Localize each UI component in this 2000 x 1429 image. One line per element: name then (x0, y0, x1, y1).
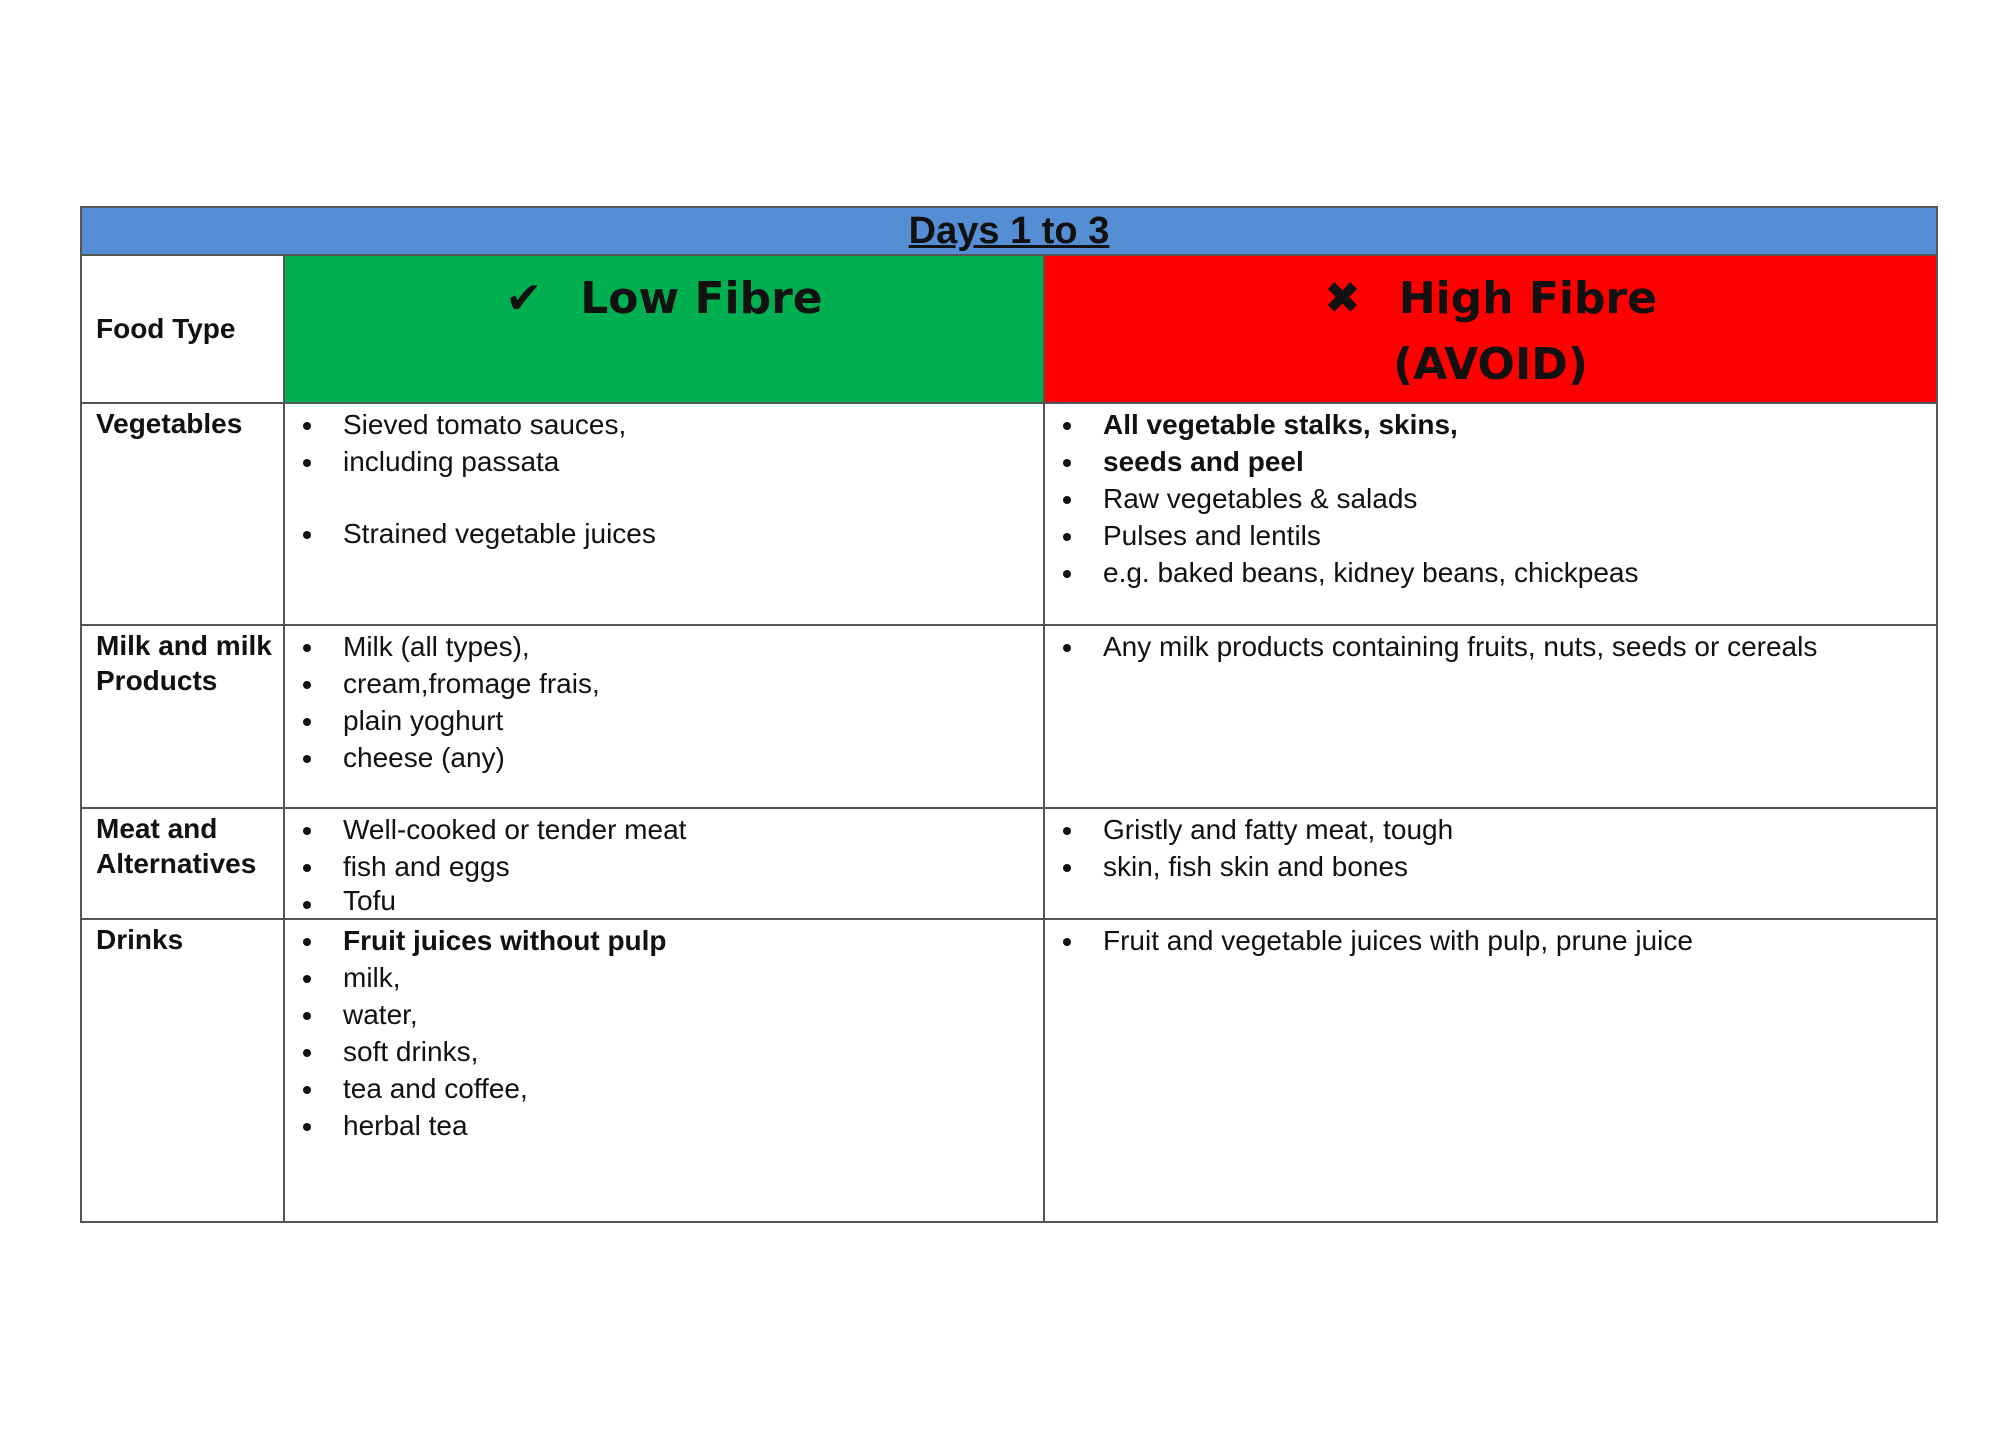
header-row (81, 255, 1937, 403)
list-item: Fruit and vegetable juices with pulp, prune juice (1045, 922, 1936, 959)
list-item: water, (285, 996, 1043, 1033)
high-fibre-label: High Fibre (1398, 273, 1658, 324)
category-drinks: Drinks (81, 919, 284, 1222)
low-fibre-list (285, 920, 1043, 1144)
food-type-header: Food Type (81, 255, 284, 403)
check-mark-icon: ✔ (505, 273, 543, 324)
list-item: All vegetable stalks, skins, (1045, 406, 1936, 443)
table-row-milk (81, 625, 1937, 808)
high-fibre-cell (1044, 919, 1937, 1222)
high-fibre-list (1045, 626, 1936, 665)
list-item: Tofu (285, 885, 1043, 917)
high-fibre-cell (1044, 403, 1937, 625)
low-fibre-cell (284, 403, 1044, 625)
list-item: Raw vegetables & salads (1045, 480, 1936, 517)
list-item: Fruit juices without pulp (285, 922, 1043, 959)
list-item: Sieved tomato sauces, (285, 406, 1043, 443)
low-fibre-list (285, 404, 1043, 552)
list-item: seeds and peel (1045, 443, 1936, 480)
low-fibre-cell (284, 919, 1044, 1222)
list-item: cream,fromage frais, (285, 665, 1043, 702)
list-item: Any milk products containing fruits, nuts, seeds or cereals (1045, 628, 1936, 665)
list-item: soft drinks, (285, 1033, 1043, 1070)
list-item: tea and coffee, (285, 1070, 1043, 1107)
high-fibre-list (1045, 809, 1936, 885)
title-row (81, 207, 1937, 255)
low-fibre-cell (284, 625, 1044, 808)
category-vegetables: Vegetables (81, 403, 284, 625)
list-item: e.g. baked beans, kidney beans, chickpeas (1045, 554, 1936, 591)
list-item: Pulses and lentils (1045, 517, 1936, 554)
list-item: Milk (all types), (285, 628, 1043, 665)
low-fibre-cell (284, 808, 1044, 919)
list-item: Strained vegetable juices (285, 515, 1043, 552)
list-item: including passata (285, 443, 1043, 480)
high-fibre-list (1045, 404, 1936, 591)
list-item: Well-cooked or tender meat (285, 811, 1043, 848)
list-item: milk, (285, 959, 1043, 996)
table-row-vegetables (81, 403, 1937, 625)
list-item: plain yoghurt (285, 702, 1043, 739)
title-cell (81, 207, 1937, 255)
high-fibre-cell (1044, 808, 1937, 919)
high-fibre-list (1045, 920, 1936, 959)
low-fibre-header (284, 255, 1044, 403)
table-row-drinks (81, 919, 1937, 1222)
low-fibre-list (285, 626, 1043, 776)
category-milk: Milk and milk Products (81, 625, 284, 808)
list-item: cheese (any) (285, 739, 1043, 776)
list-item: Gristly and fatty meat, tough (1045, 811, 1936, 848)
list-item: fish and eggs (285, 848, 1043, 885)
list-item: herbal tea (285, 1107, 1043, 1144)
avoid-label: (AVOID) (1393, 339, 1588, 390)
fibre-table (80, 206, 1938, 1223)
list-item: skin, fish skin and bones (1045, 848, 1936, 885)
table-title: Days 1 to 3 (908, 210, 1110, 252)
low-fibre-label: Low Fibre (580, 273, 823, 324)
table-row-meat (81, 808, 1937, 919)
high-fibre-header (1044, 255, 1937, 403)
high-fibre-cell (1044, 625, 1937, 808)
category-meat: Meat and Alternatives (81, 808, 284, 919)
cross-mark-icon: ✖ (1323, 273, 1361, 324)
low-fibre-list (285, 809, 1043, 917)
